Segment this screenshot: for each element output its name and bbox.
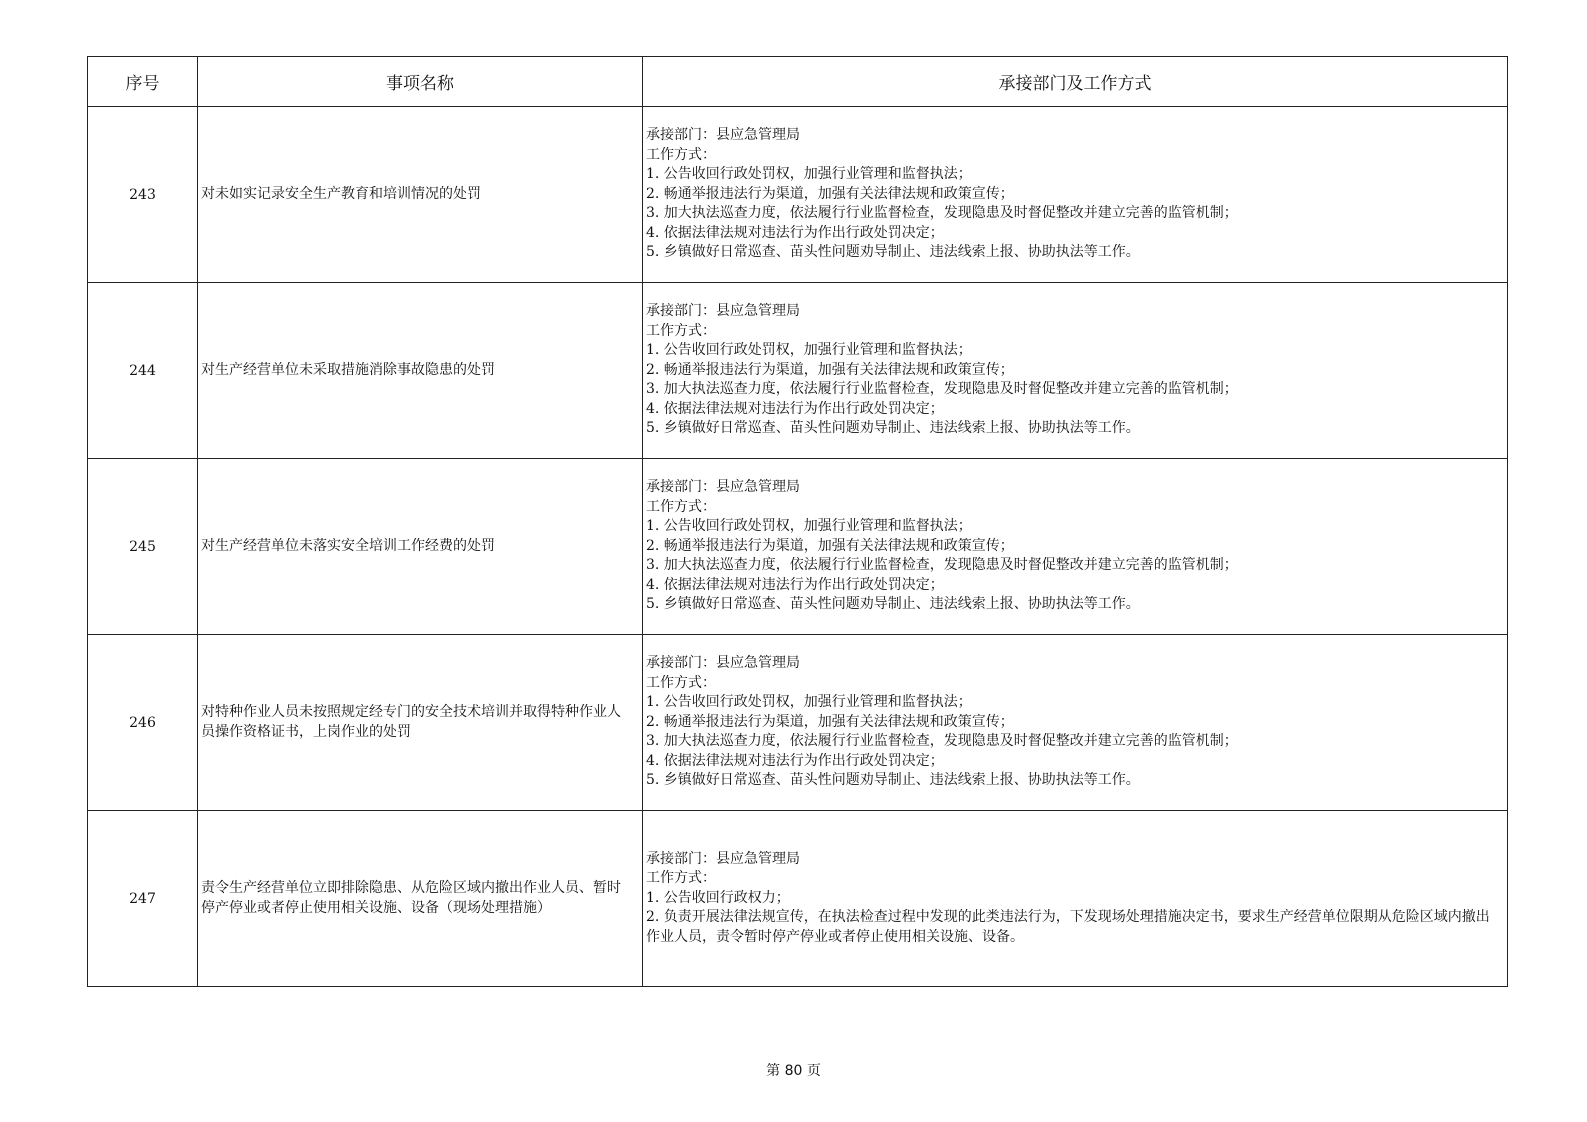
row-seq: 247 <box>88 811 198 987</box>
page-number: 第 80 页 <box>766 1063 821 1079</box>
dept-method-line: 5. 乡镇做好日常巡查、苗头性问题劝导制止、违法线索上报、协助执法等工作。 <box>646 244 1140 261</box>
dept-method-line: 1. 公告收回行政处罚权，加强行业管理和监督执法； <box>646 694 972 711</box>
row-dept-method <box>643 459 1508 635</box>
dept-method-line: 承接部门：县应急管理局 <box>646 127 800 144</box>
table-body <box>88 107 1508 987</box>
dept-method-line: 2. 畅通举报违法行为渠道，加强有关法律法规和政策宣传； <box>646 185 1014 202</box>
dept-method-line: 3. 加大执法巡查力度，依法履行行业监督检查，发现隐患及时督促整改并建立完善的监管机制； <box>646 557 1238 574</box>
dept-method-line: 4. 依据法律法规对违法行为作出行政处罚决定； <box>646 752 944 769</box>
header-dept: 承接部门及工作方式 <box>643 57 1508 107</box>
table-row <box>88 459 1508 635</box>
dept-method-line: 3. 加大执法巡查力度，依法履行行业监督检查，发现隐患及时督促整改并建立完善的监管机制； <box>646 733 1238 750</box>
dept-method-line: 5. 乡镇做好日常巡查、苗头性问题劝导制止、违法线索上报、协助执法等工作。 <box>646 772 1140 789</box>
table-row <box>88 107 1508 283</box>
dept-method-line: 3. 加大执法巡查力度，依法履行行业监督检查，发现隐患及时督促整改并建立完善的监管机制； <box>646 205 1238 222</box>
dept-method-line: 工作方式： <box>646 146 716 163</box>
dept-method-line: 5. 乡镇做好日常巡查、苗头性问题劝导制止、违法线索上报、协助执法等工作。 <box>646 596 1140 613</box>
dept-method-line: 工作方式： <box>646 322 716 339</box>
row-seq: 244 <box>88 283 198 459</box>
dept-method-line: 1. 公告收回行政权力； <box>646 889 790 906</box>
dept-method-line: 4. 依据法律法规对违法行为作出行政处罚决定； <box>646 400 944 417</box>
dept-method-line: 承接部门：县应急管理局 <box>646 303 800 320</box>
dept-method-line: 3. 加大执法巡查力度，依法履行行业监督检查，发现隐患及时督促整改并建立完善的监管机制； <box>646 381 1238 398</box>
dept-method-line: 承接部门：县应急管理局 <box>646 479 800 496</box>
dept-method-line: 2. 畅通举报违法行为渠道，加强有关法律法规和政策宣传； <box>646 537 1014 554</box>
dept-method-line: 1. 公告收回行政处罚权，加强行业管理和监督执法； <box>646 166 972 183</box>
dept-method-line: 1. 公告收回行政处罚权，加强行业管理和监督执法； <box>646 518 972 535</box>
row-dept-method <box>643 107 1508 283</box>
dept-method-line: 承接部门：县应急管理局 <box>646 850 800 867</box>
dept-method-line: 工作方式： <box>646 498 716 515</box>
dept-method-line: 承接部门：县应急管理局 <box>646 655 800 672</box>
dept-method-line: 工作方式： <box>646 870 716 887</box>
row-matter-name: 对生产经营单位未采取措施消除事故隐患的处罚 <box>198 283 643 459</box>
dept-method-line: 1. 公告收回行政处罚权，加强行业管理和监督执法； <box>646 342 972 359</box>
dept-method-line: 工作方式： <box>646 674 716 691</box>
dept-method-line: 5. 乡镇做好日常巡查、苗头性问题劝导制止、违法线索上报、协助执法等工作。 <box>646 420 1140 437</box>
row-dept-method <box>643 283 1508 459</box>
row-seq: 245 <box>88 459 198 635</box>
row-matter-name: 对未如实记录安全生产教育和培训情况的处罚 <box>198 107 643 283</box>
dept-method-line: 2. 畅通举报违法行为渠道，加强有关法律法规和政策宣传； <box>646 713 1014 730</box>
row-matter-name: 对特种作业人员未按照规定经专门的安全技术培训并取得特种作业人员操作资格证书，上岗作业的处罚 <box>198 635 643 811</box>
header-row <box>88 57 1508 107</box>
row-seq: 243 <box>88 107 198 283</box>
matters-table <box>87 56 1508 987</box>
dept-method-line: 4. 依据法律法规对违法行为作出行政处罚决定； <box>646 576 944 593</box>
row-matter-name: 对生产经营单位未落实安全培训工作经费的处罚 <box>198 459 643 635</box>
header-name: 事项名称 <box>198 57 643 107</box>
table-row <box>88 283 1508 459</box>
dept-method-line: 2. 畅通举报违法行为渠道，加强有关法律法规和政策宣传； <box>646 361 1014 378</box>
table-row <box>88 811 1508 987</box>
dept-method-line: 2. 负责开展法律法规宣传，在执法检查过程中发现的此类违法行为，下发现场处理措施决定书，要求生产经营单位限期从危险区域内撤出作业人员，责令暂时停产停业或者停止使用相关设施、设备。 <box>646 909 1490 945</box>
row-seq: 246 <box>88 635 198 811</box>
row-dept-method <box>643 635 1508 811</box>
dept-method-line: 4. 依据法律法规对违法行为作出行政处罚决定； <box>646 224 944 241</box>
header-seq: 序号 <box>88 57 198 107</box>
table-row <box>88 635 1508 811</box>
row-matter-name: 责令生产经营单位立即排除隐患、从危险区域内撤出作业人员、暂时停产停业或者停止使用相关设施、设备（现场处理措施） <box>198 811 643 987</box>
row-dept-method <box>643 811 1508 987</box>
